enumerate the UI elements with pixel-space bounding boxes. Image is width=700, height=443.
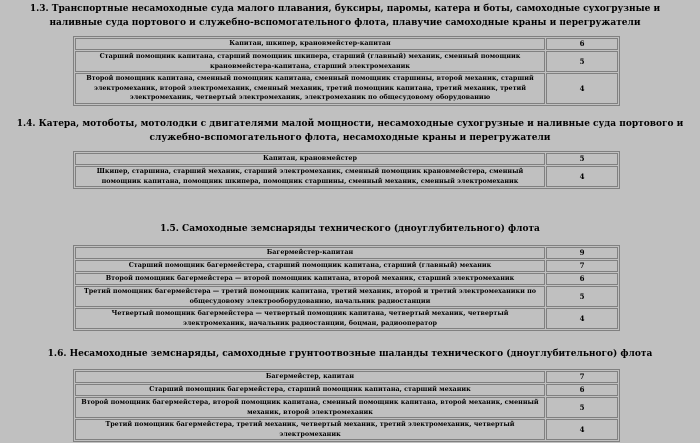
table-row (75, 273, 618, 285)
section-heading-1-5: 1.5. Самоходные земснаряды технического (дноуглубительного) флота (160, 224, 540, 234)
position-cell: Багермейстер, капитан (75, 371, 545, 383)
table-row (75, 247, 618, 259)
position-cell: Второй помощник багермейстера — второй помощник капитана, второй механик, старший электромеханик (75, 273, 545, 285)
position-cell: Третий помощник багермейстера — третий помощник капитана, третий механик, второй и третий электромеханики по общесудовому электрооборудованию, начальник радиостанции (75, 286, 545, 307)
position-cell: Второй помощник багермейстера, второй помощник капитана, сменный помощник капитана, второй механик, сменный механик, второй электромеханик (75, 397, 545, 418)
section-heading-1-3: 1.3. Транспортные несамоходные суда малого плавания, буксиры, паромы, катера и боты, самоходные сухогрузные и наливные суда портового и служебно-вспомогательного флота, плавучие самоходные краны и перегружатели (29, 4, 661, 28)
category-cell: 5 (546, 286, 618, 307)
section-table-1-3 (73, 36, 620, 106)
position-cell: Старший помощник капитана, старший помощник шкипера, старший (главный) механик, сменный помощник крановмейстера-капитана, старший электромеханик (75, 51, 545, 72)
position-cell: Шкипер, старшина, старший механик, старший электромеханик, сменный помощник крановмейстера, сменный помощник капитана, помощник шкипера, помощник старшины, сменный механик, сменный электромеханик (75, 166, 545, 187)
section-heading-1-4: 1.4. Катера, мотоботы, мотолодки с двигателями малой мощности, несамоходные сухогрузные и наливные суда портового и служебно-вспомогательного флота, несамоходные краны и перегружатели (16, 119, 684, 143)
position-cell: Четвертый помощник багермейстера — четвертый помощник капитана, четвертый механик, четвертый электромеханик, начальник радиостанции, боцман, радиооператор (75, 308, 545, 329)
category-cell: 9 (546, 247, 618, 259)
category-cell: 5 (546, 397, 618, 418)
category-cell: 7 (546, 371, 618, 383)
position-cell: Второй помощник капитана, сменный помощник капитана, сменный помощник старшины, второй механик, старший электромеханик, второй электромеханик, сменный механик, третий помощник капитана, третий механик, третий электромеханик, четвертый электромеханик, электромеханик по общесудовому оборудованию (75, 73, 545, 104)
category-cell: 6 (546, 273, 618, 285)
table-row (75, 38, 618, 50)
position-cell: Старший помощник багермейстера, старший помощник капитана, старший механик (75, 384, 545, 396)
table-row (75, 397, 618, 418)
section-table-1-4 (73, 151, 620, 189)
table-row (75, 260, 618, 272)
position-cell: Старший помощник багермейстера, старший помощник капитана, старший (главный) механик (75, 260, 545, 272)
position-cell: Капитан, шкипер, крановмейстер-капитан (75, 38, 545, 50)
category-cell: 4 (546, 73, 618, 104)
table-row (75, 73, 618, 104)
position-cell: Багермейстер-капитан (75, 247, 545, 259)
table-row (75, 308, 618, 329)
table-row (75, 153, 618, 165)
table-row (75, 51, 618, 72)
section-table-1-5 (73, 245, 620, 331)
position-cell: Капитан, крановмейстер (75, 153, 545, 165)
category-cell: 4 (546, 308, 618, 329)
category-cell: 4 (546, 419, 618, 440)
category-cell: 5 (546, 51, 618, 72)
category-cell: 4 (546, 166, 618, 187)
category-cell: 7 (546, 260, 618, 272)
category-cell: 6 (546, 38, 618, 50)
table-row (75, 371, 618, 383)
table-row (75, 419, 618, 440)
table-row (75, 286, 618, 307)
category-cell: 6 (546, 384, 618, 396)
position-cell: Третий помощник багермейстера, третий механик, четвертый механик, третий электромеханик, четвертый электромеханик (75, 419, 545, 440)
table-row (75, 166, 618, 187)
section-heading-1-6: 1.6. Несамоходные земснаряды, самоходные грунтоотвозные шаланды технического (дноуглубительного) флота (47, 349, 653, 359)
section-table-1-6 (73, 369, 620, 442)
category-cell: 5 (546, 153, 618, 165)
table-row (75, 384, 618, 396)
